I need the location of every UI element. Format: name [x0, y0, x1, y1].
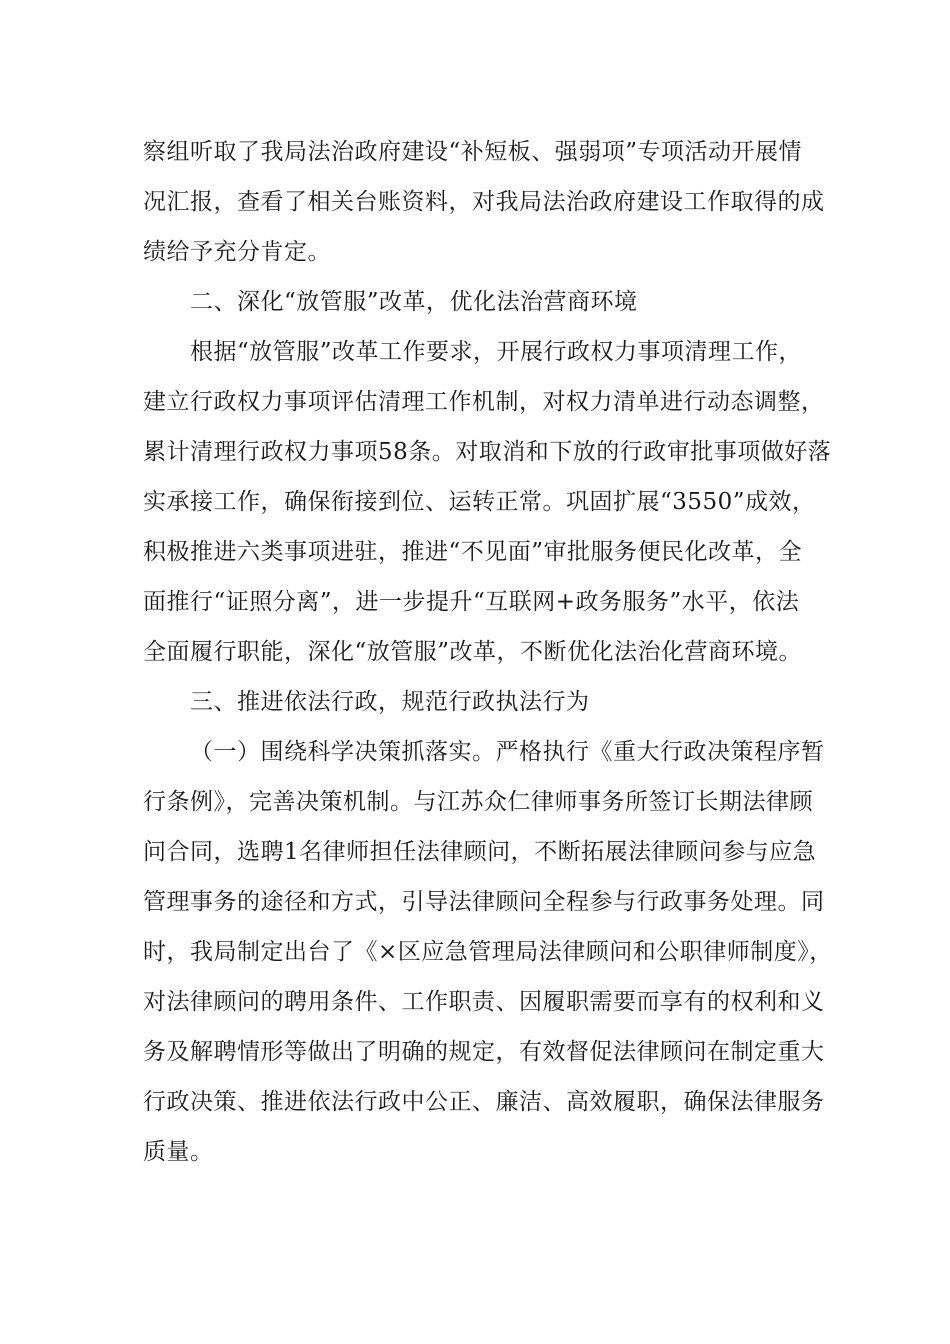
text-line: 时，我局制定出台了《×区应急管理局法律顾问和公职律师制度》， [143, 939, 833, 965]
text-line: 质量。 [143, 1139, 214, 1165]
text-line: 行条例》，完善决策机制。与江苏众仁律师事务所签订长期法律顾 [143, 789, 813, 815]
text-line: 察组听取了我局法治政府建设“补短板、强弱项”专项活动开展情 [143, 139, 803, 165]
text-line: 建立行政权力事项评估清理工作机制，对权力清单进行动态调整， [143, 389, 825, 415]
text-line: 累计清理行政权力事项58条。对取消和下放的行政审批事项做好落 [143, 439, 832, 465]
text-line: 管理事务的途径和方式，引导法律顾问全程参与行政事务处理。同 [143, 889, 825, 915]
text-line: 全面履行职能，深化“放管服”改革，不断优化法治化营商环境。 [143, 639, 803, 665]
text-line: 实承接工作，确保衔接到位、运转正常。巩固扩展“3550”成效， [143, 489, 816, 515]
text-line: 面推行“证照分离”，进一步提升“互联网+政务服务”水平，依法 [143, 589, 800, 615]
text-line: （一）围绕科学决策抓落实。严格执行《重大行政决策程序暂 [190, 739, 825, 765]
text-line: 根据“放管服”改革工作要求，开展行政权力事项清理工作， [190, 339, 803, 365]
text-line: 行政决策、推进依法行政中公正、廉洁、高效履职，确保法律服务 [143, 1089, 825, 1115]
text-line: 绩给予充分肯定。 [143, 239, 331, 265]
text-line: 对法律顾问的聘用条件、工作职责、因履职需要而享有的权利和义 [143, 989, 825, 1015]
text-line: 况汇报，查看了相关台账资料，对我局法治政府建设工作取得的成 [143, 189, 825, 215]
section-heading: 三、推进依法行政，规范行政执法行为 [190, 689, 590, 715]
text-line: 务及解聘情形等做出了明确的规定，有效督促法律顾问在制定重大 [143, 1039, 825, 1065]
text-line: 积极推进六类事项进驻，推进“不见面”审批服务便民化改革，全 [143, 539, 803, 565]
text-line: 问合同，选聘1名律师担任法律顾问，不断拓展法律顾问参与应急 [143, 839, 817, 865]
section-heading: 二、深化“放管服”改革，优化法治营商环境 [190, 289, 638, 315]
